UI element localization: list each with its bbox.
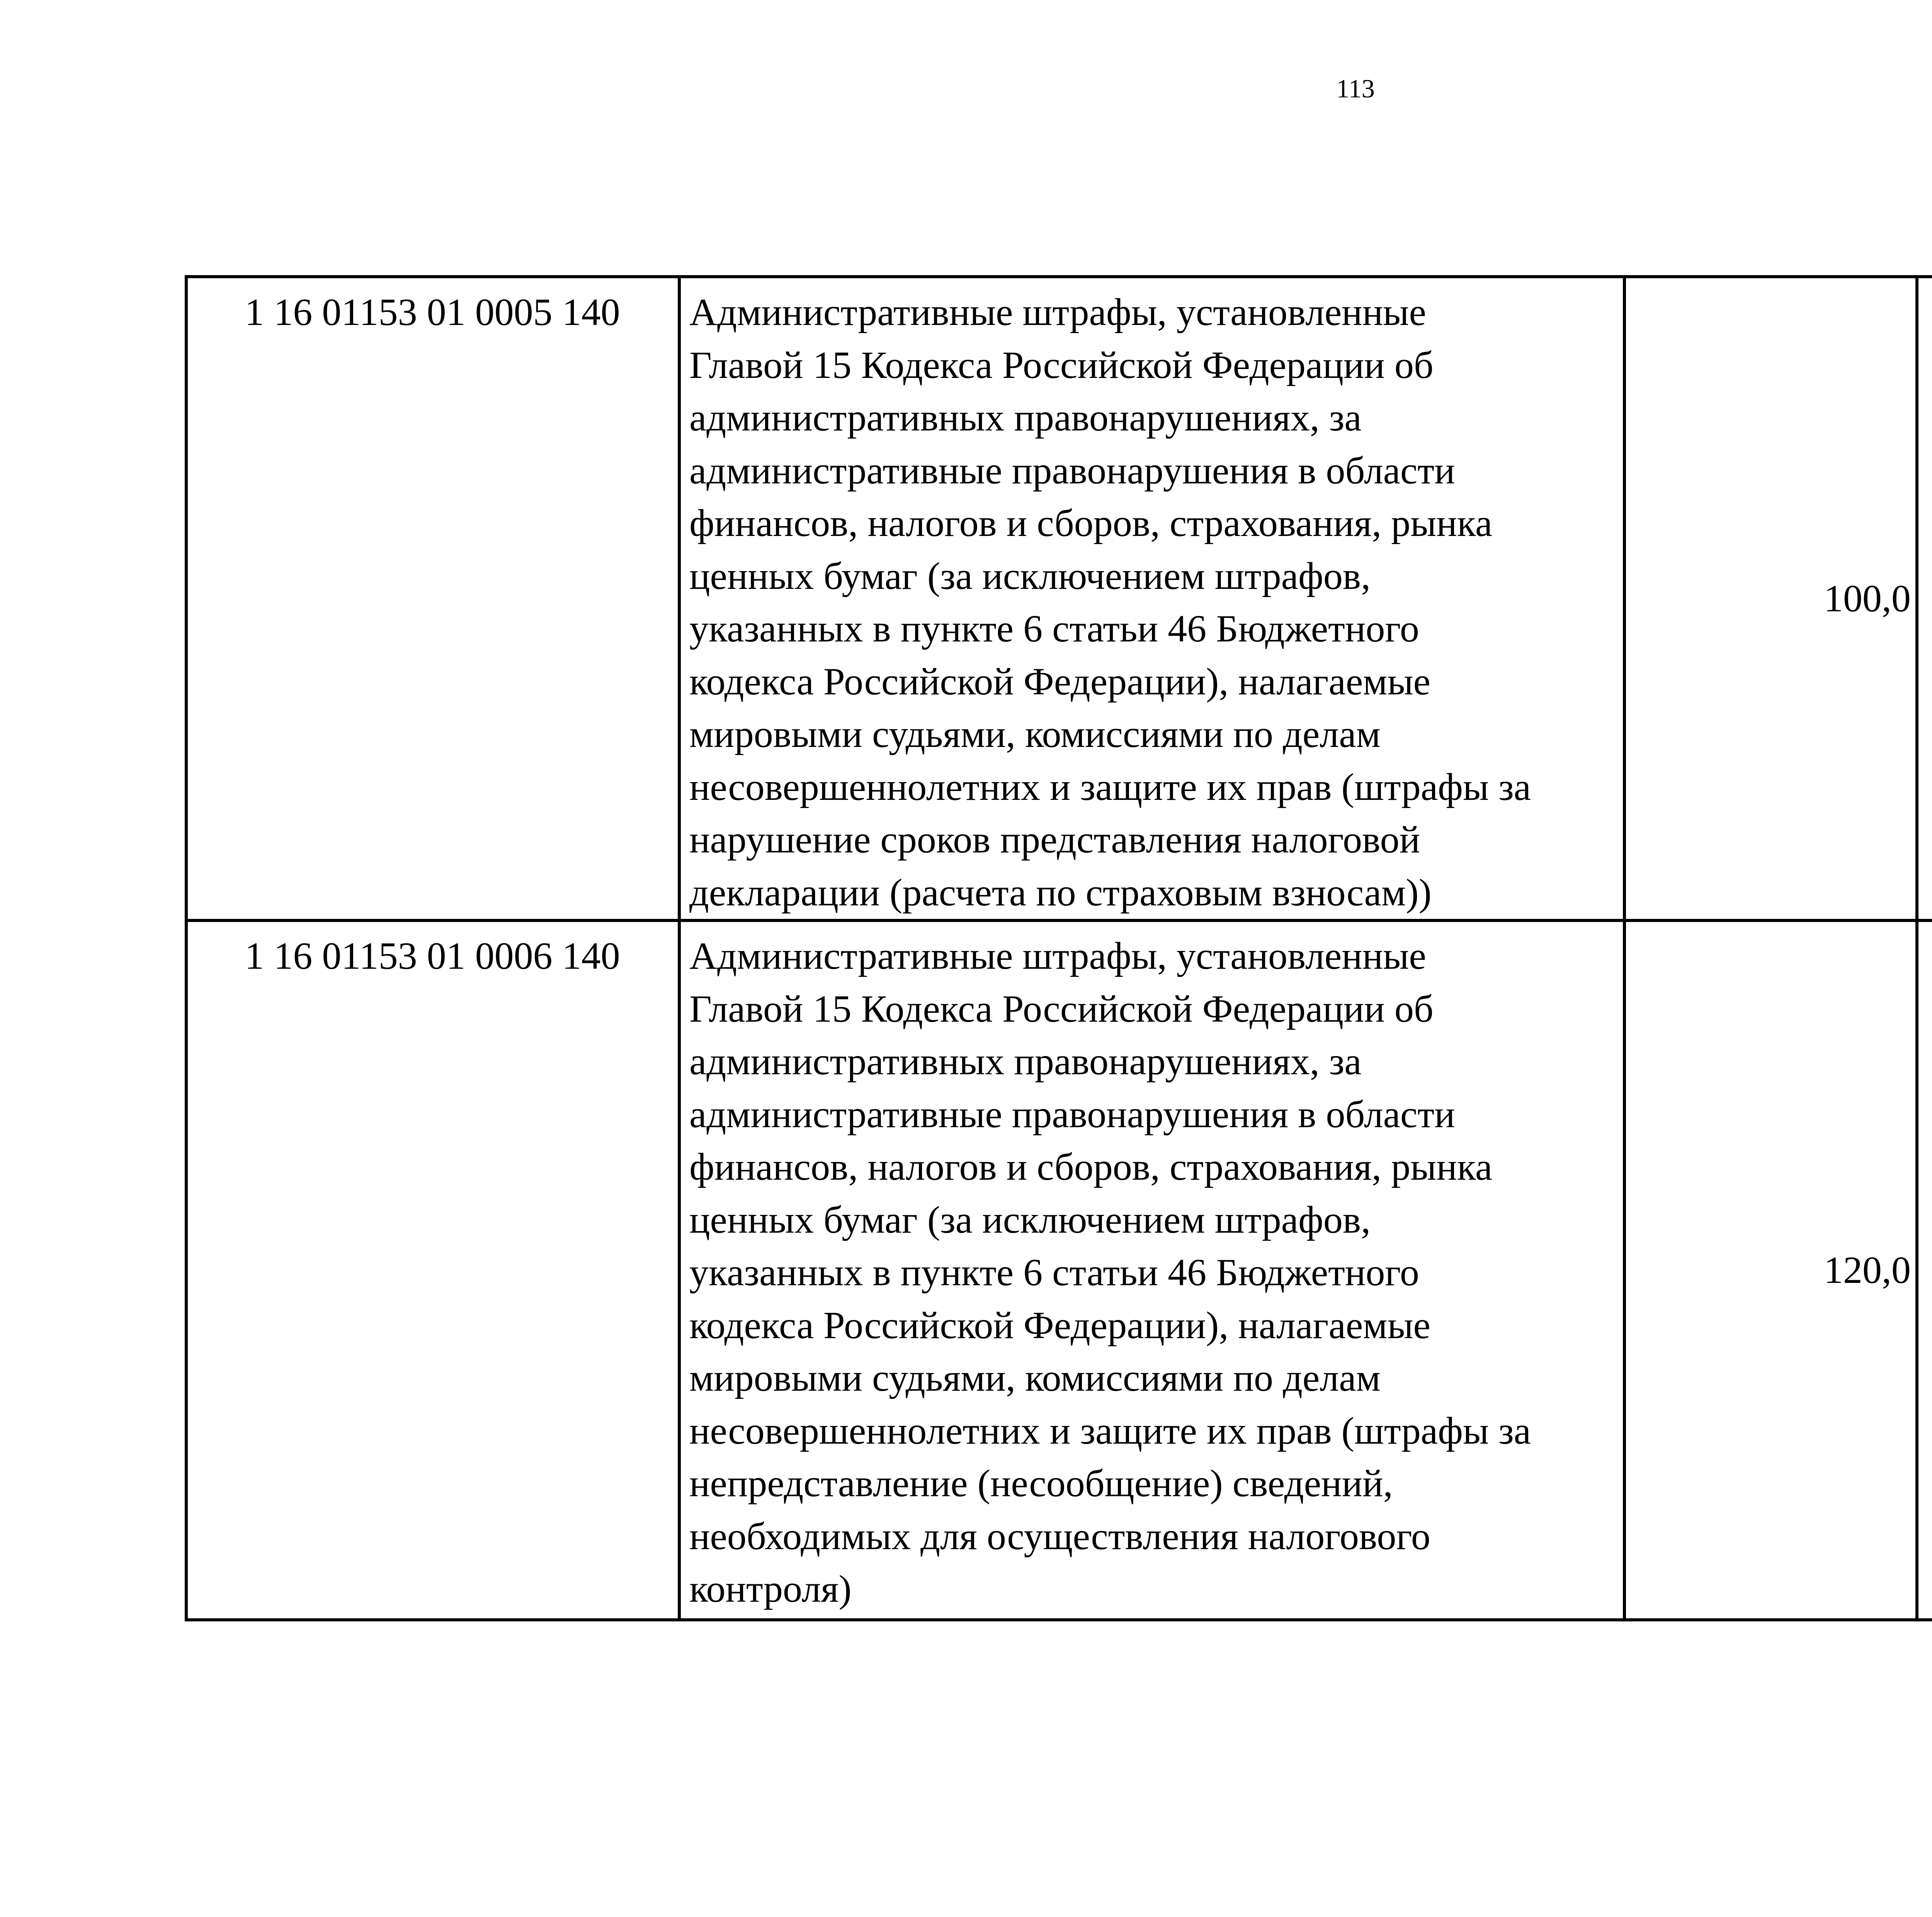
table-row	[186, 277, 1932, 920]
budget-table	[185, 275, 1932, 1621]
description-cell: Административные штрафы, установленные Главой 15 Кодекса Российской Федерации об административных правонарушениях, за административные правонарушения в области финансов, налогов и сборов, страхования, рынка ценных бумаг (за исключением штрафов, указанных в пункте 6 статьи 46 Бюджетного кодекса Российской Федерации), налагаемые мировыми судьями, комиссиями по делам несовершеннолетних и защите их прав (штрафы за непредставление (несообщение) сведений, необходимых для осуществления налогового контроля)	[679, 920, 1624, 1620]
amount-cell-year-2	[1917, 277, 1932, 920]
amount-cell-year-1: 100,0	[1624, 277, 1917, 920]
amount-cell-year-2	[1917, 920, 1932, 1620]
page-number: 113	[1336, 74, 1375, 103]
budget-code-cell: 1 16 01153 01 0006 140	[186, 920, 679, 1620]
description-cell: Административные штрафы, установленные Главой 15 Кодекса Российской Федерации об административных правонарушениях, за административные правонарушения в области финансов, налогов и сборов, страхования, рынка ценных бумаг (за исключением штрафов, указанных в пункте 6 статьи 46 Бюджетного кодекса Российской Федерации), налагаемые мировыми судьями, комиссиями по делам несовершеннолетних и защите их прав (штрафы за нарушение сроков представления налоговой декларации (расчета по страховым взносам))	[679, 277, 1624, 920]
amount-cell-year-1: 120,0	[1624, 920, 1917, 1620]
table-row	[186, 920, 1932, 1620]
budget-code-cell: 1 16 01153 01 0005 140	[186, 277, 679, 920]
